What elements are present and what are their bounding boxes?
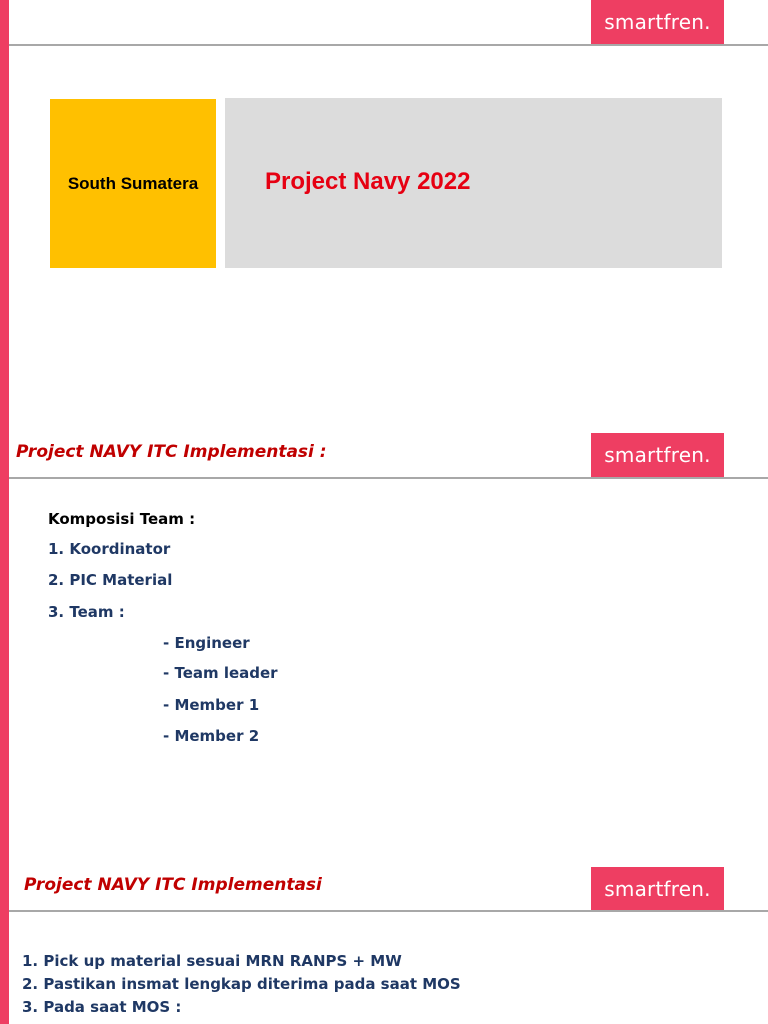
sub-list-item: - Member 1: [163, 696, 260, 714]
slide-title: Project NAVY ITC Implementasi :: [16, 442, 327, 462]
logo-text: smartfren.: [604, 443, 711, 467]
slide-3: [0, 866, 768, 1024]
left-accent-bar: [0, 432, 9, 866]
team-heading: Komposisi Team :: [48, 510, 196, 528]
sub-list-item: - Member 2: [163, 727, 260, 745]
list-item: 3. Team :: [48, 603, 125, 621]
smartfren-logo: [591, 867, 724, 911]
slide-title: Project NAVY ITC Implementasi: [24, 875, 322, 895]
list-item: 1. Pick up material sesuai MRN RANPS + MW: [22, 952, 402, 970]
list-item: 2. Pastikan insmat lengkap diterima pada saat MOS: [22, 975, 461, 993]
left-accent-bar: [0, 0, 9, 432]
smartfren-logo: [591, 0, 724, 44]
title-box: [225, 98, 722, 268]
sub-list-item: - Engineer: [163, 634, 250, 652]
slide-title: Project Navy 2022: [265, 168, 471, 195]
header-divider: [9, 910, 768, 912]
header-divider: [9, 44, 768, 46]
list-item: 3. Pada saat MOS :: [22, 998, 182, 1016]
slide-1: [0, 0, 768, 432]
list-item: 2. PIC Material: [48, 571, 173, 589]
region-box: [50, 99, 216, 268]
list-item: 1. Koordinator: [48, 540, 171, 558]
left-accent-bar: [0, 866, 9, 1024]
logo-text: smartfren.: [604, 10, 711, 34]
smartfren-logo: [591, 433, 724, 477]
slide-2: [0, 432, 768, 866]
sub-list-item: - Team leader: [163, 664, 278, 682]
logo-text: smartfren.: [604, 877, 711, 901]
region-label: South Sumatera: [67, 173, 199, 193]
header-divider: [9, 477, 768, 479]
